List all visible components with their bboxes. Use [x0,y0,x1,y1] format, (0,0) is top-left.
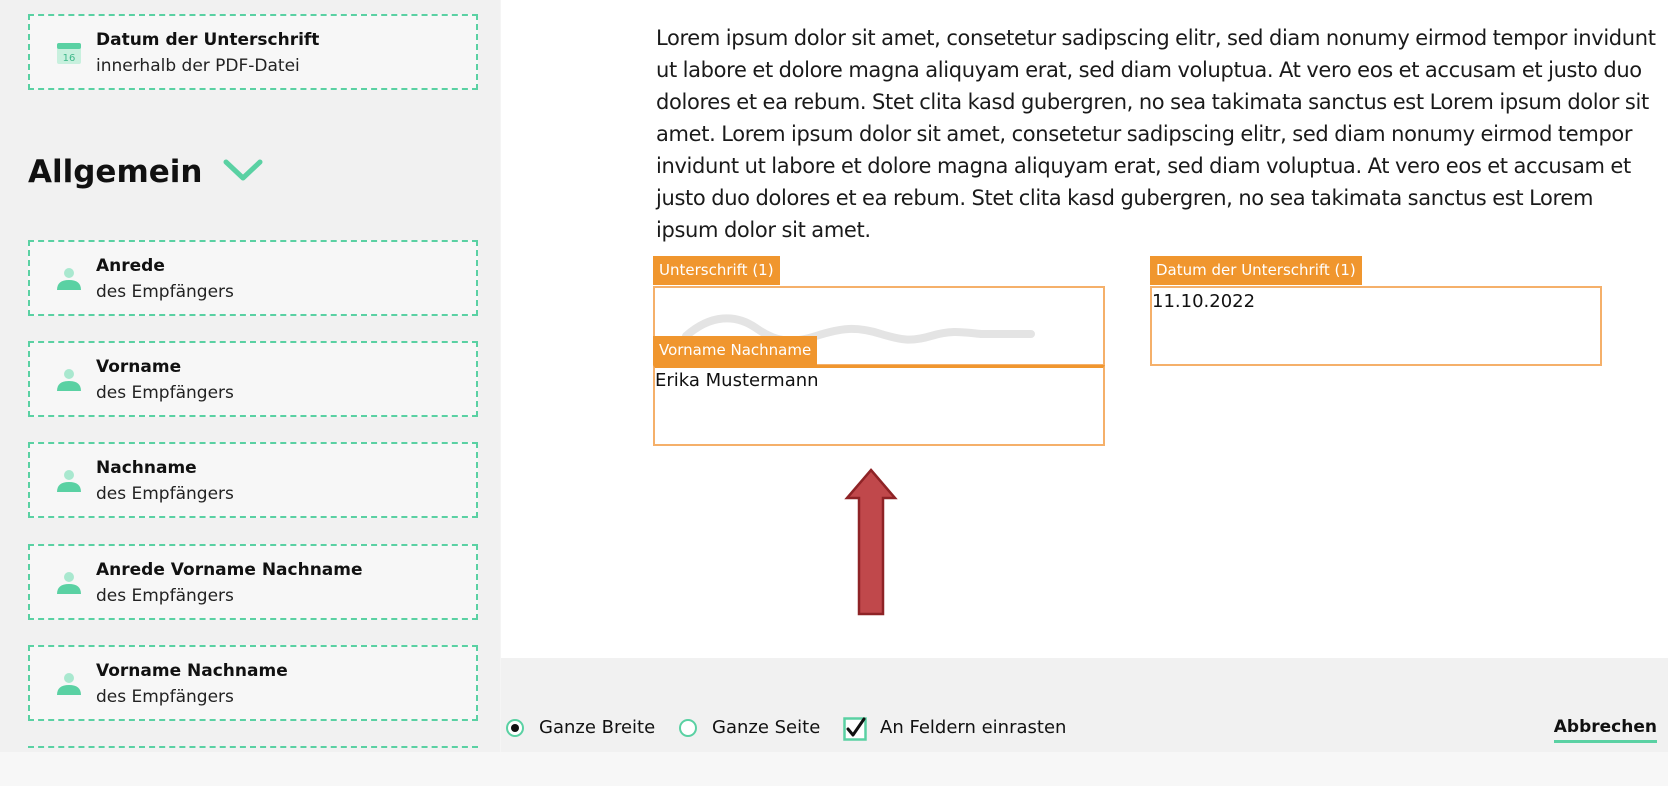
date-field-value: 11.10.2022 [1152,291,1256,312]
person-icon [56,266,82,292]
sidebar [0,0,500,752]
field-card-salutation-full-name[interactable] [28,544,478,620]
person-icon [56,468,82,494]
field-card-subtitle: des Empfängers [96,383,234,403]
field-card-title: Vorname Nachname [96,661,288,681]
bottom-strip [0,752,1668,786]
field-card-salutation[interactable] [28,240,478,316]
calendar-day: 16 [62,53,76,64]
radio-full-width[interactable] [506,719,524,737]
document-canvas [501,0,1668,658]
field-card-title: Anrede [96,256,165,276]
field-card-signature-date[interactable] [28,14,478,90]
snap-checkbox-label[interactable]: An Feldern einrasten [880,717,1067,738]
field-card-full-name[interactable] [28,645,478,721]
field-card-subtitle: des Empfängers [96,586,234,606]
field-card-first-name[interactable] [28,341,478,417]
radio-full-width-label[interactable]: Ganze Breite [539,717,656,738]
field-card-subtitle: des Empfängers [96,687,234,707]
calendar-icon [56,40,82,66]
field-card-title: Vorname [96,357,182,377]
document-paragraph: Lorem ipsum dolor sit amet, consetetur sadipscing elitr, sed diam nonumy eirmod tempor invidunt ut labore et dolore magna aliquyam erat, sed diam voluptua. At vero eos et accusam et justo duo dolores et ea rebum. Stet clita kasd gubergren, no sea takimata sanctus est Lorem ipsum dolor sit amet. Lorem ipsum dolor sit amet, consetetur sadipscing elitr, sed diam nonumy eirmod tempor invidunt ut labore et dolore magna aliquyam erat, sed diam voluptua. At vero eos et accusam et justo duo dolores et ea rebum. Stet clita kasd gubergren, no sea takimata sanctus est Lorem ipsum dolor sit amet. [656,26,1656,242]
person-icon [56,367,82,393]
annotation-arrow-up-icon [843,466,899,618]
field-card-subtitle: innerhalb der PDF-Datei [96,56,300,76]
name-field-label: Vorname Nachname [653,336,817,365]
section-title-general: Allgemein [28,154,203,190]
snap-checkbox[interactable] [843,717,867,741]
radio-full-page-label[interactable]: Ganze Seite [712,717,821,738]
date-field-label: Datum der Unterschrift (1) [1150,256,1362,285]
signature-field-label: Unterschrift (1) [653,256,780,285]
radio-full-page[interactable] [679,719,697,737]
field-card-title: Datum der Unterschrift [96,30,320,50]
field-card-subtitle: des Empfängers [96,484,234,504]
field-card-last-name[interactable] [28,442,478,518]
cancel-button[interactable]: Abbrechen [1554,717,1657,743]
person-icon [56,570,82,596]
field-card-subtitle: des Empfängers [96,282,234,302]
field-card-title: Anrede Vorname Nachname [96,560,363,580]
chevron-down-icon[interactable] [222,156,264,184]
person-icon [56,671,82,697]
bottom-toolbar [501,658,1668,752]
name-field-value: Erika Mustermann [655,370,819,391]
field-card-title: Nachname [96,458,197,478]
